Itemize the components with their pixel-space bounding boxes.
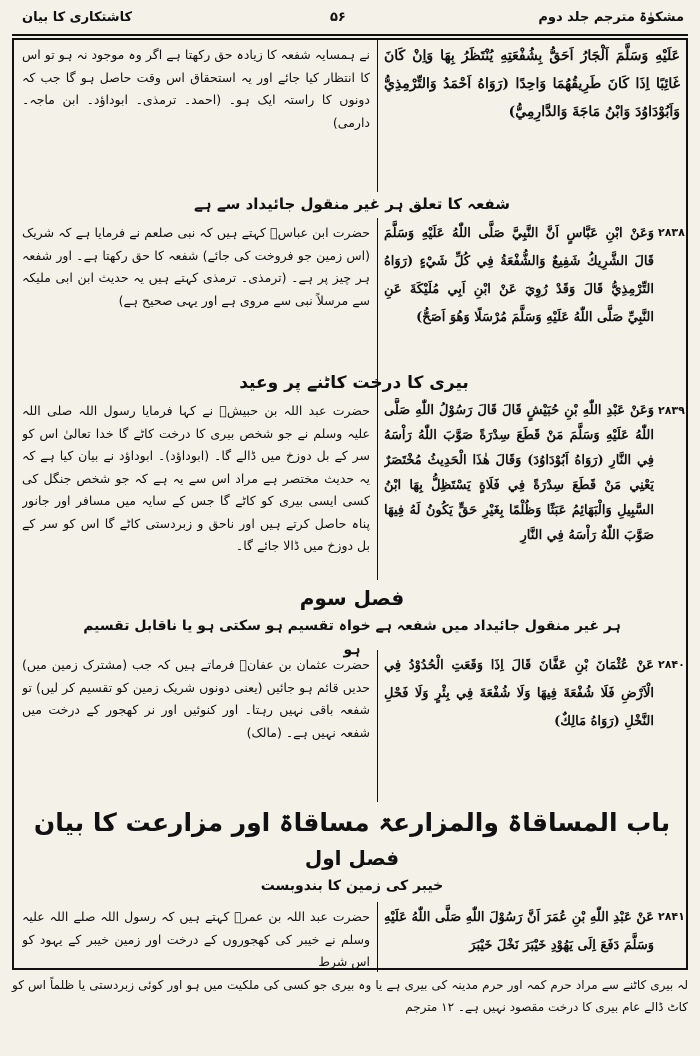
section-heading-khaibar: خیبر کی زمین کا بندوبست [260,878,444,894]
section-heading-fasl-sawm: ہر غیر منقول جائیداد میں شفعہ ہے خواہ تقسیم ہو سکتی ہو یا ناقابل تقسیم ہو [83,618,621,658]
running-header [12,6,688,36]
hadith-number: ۲۸۴۱ [658,910,685,923]
bab-title: باب المساقاۃ والمزارعۃ مساقاۃ اور مزارعت کا بیان [33,808,671,837]
hadith-2838-arabic: وَعَنْ ابْنِ عَبَّاسٍ اَنَّ النَّبِيَّ صَلَّى اللّٰهُ عَلَيْهِ وَسَلَّمَ قَالَ الشَّرِيكُ شَفِيعٌ وَالشُّفْعَةُ فِي كُلِّ شَيْءٍ (رَوَاهُ التِّرْمِذِيُّ قَالَ وَقَدْ رُوِيَ عَنْ ابْنِ اَبِي مُلَيْكَةَ عَنِ النَّبِيِّ صَلَّى اللّٰهُ عَلَيْهِ وَسَلَّمَ مُرْسَلًا وَهُوَ اَصَحُّ) [384,226,654,325]
book-title: مشکوٰۃ مترجم جلد دوم [538,10,684,25]
hadith-number: ۲۸۳۹ [658,404,685,417]
page-number: ۵۶ [330,10,346,25]
fasl-sawm-heading: فصل سوم [299,586,405,610]
column-divider [377,902,378,972]
hadith-number: ۲۸۳۸ [658,226,685,239]
hadith-2840-urdu: حضرت عثمان بن عفانؓ فرماتے ہیں کہ جب (مشترک زمین میں) حدیں قائم ہو جائیں (یعنی دونوں شریک زمین کو تقسیم کر لیں) تو شفعہ باقی نہیں رہتا۔ اور کنوئیں اور نر کھجور کے درخت میں شفعہ نہیں ہے۔ (مالک) [22,657,370,740]
chapter-title: کاشتکاری کا بیان [22,10,133,25]
page [12,6,688,1050]
hadith-number: ۲۸۴۰ [658,658,685,671]
section-heading-shufa: شفعہ کا تعلق ہر غیر منقول جائیداد سے ہے [194,195,510,213]
hadith-2841-arabic: عَنْ عَبْدِ اللّٰهِ بْنِ عُمَرَ اَنَّ رَسُوْلَ اللّٰهِ صَلَّى اللّٰهُ عَلَيْهِ وَسَلَّمَ دَفَعَ اِلَى يَهُوْدِ خَيْبَرَ نَخْلَ خَيْبَرَ [384,910,654,953]
hadith-2840-arabic: عَنْ عُثْمَانَ بْنِ عَفَّانَ قَالَ اِذَا وَقَعَتِ الْحُدُوْدُ فِي الْاَرْضِ فَلَا شُفْعَةَ فِيهَا وَلَا شُفْعَةَ فِي بِئْرٍ وَلَا فَحْلِ النَّخْلِ (رَوَاهُ مَالِكٌ) [384,658,654,729]
hadith-2837-urdu: نے ہمسایہ شفعہ کا زیادہ حق رکھتا ہے اگر وہ موجود نہ ہو تو اس کا انتظار کیا جائے اور یہ استحقاق اس وقت حاصل ہو گا جب کہ دونوں کا راستہ ایک ہو۔ (احمد۔ ترمذی۔ ابوداؤد۔ ابن ماجہ۔ دارمی) [22,47,370,130]
hadith-2837-arabic: عَلَيْهِ وَسَلَّمَ اَلْجَارُ اَحَقُّ بِشُفْعَتِهِ يُنْتَظَرُ بِهَا وَاِنْ كَانَ غَائِبًا اِذَا كَانَ طَرِيقُهُمَا وَاحِدًا (رَوَاهُ اَحْمَدُ وَالتِّرْمِذِيُّ وَاَبُوْدَاوُدَ وَابْنُ مَاجَةَ وَالدَّارِمِيُّ) [384,48,680,120]
column-divider [377,650,378,802]
section-heading-beri: بیری کا درخت کاٹنے پر وعید [239,373,469,393]
hadith-2838-urdu: حضرت ابن عباسؓ کہتے ہیں کہ نبی صلعم نے فرمایا ہے کہ شریک (اس زمین جو فروخت کی جائے) شفعہ کا حق رکھتا ہے۔ اور شفعہ ہر چیز پر ہے۔ (ترمذی۔ ترمذی کہتے ہیں یہ حدیث ابن ابی ملیکہ سے مرسلاً نبی سے مروی ہے اور یہی صحیح ہے) [22,225,370,308]
hadith-2839-urdu: حضرت عبد اللہ بن حبیشؓ نے کہا فرمایا رسول اللہ صلی اللہ علیہ وسلم نے جو شخص بیری کا درخت کاٹے گا خدا تعالیٰ اس کو سر کے بل دوزخ میں ڈالے گا۔ (ابوداؤد)۔ ابوداؤد نے بیان کیا ہے کہ یہ حدیث مختصر ہے مراد اس سے یہ ہے کہ جو شخص جنگل کی کسی ایسی بیری کو کاٹے گا جس کے سایہ میں مسافر اور جانور پناہ حاصل کرتے ہیں اور ناحق و زبردستی کاٹے گا اس کو سر کے بل دوزخ میں ڈالا جائے گا۔ [22,403,370,553]
column-divider [377,218,378,580]
hadith-2841-urdu: حضرت عبد اللہ بن عمرؓ کہتے ہیں کہ رسول اللہ صلے اللہ علیہ وسلم نے خیبر کی کھجوروں کے درخت اور زمین خیبر کے یہود کو اس شرط [22,909,370,968]
hadith-2839-arabic: وَعَنْ عَبْدِ اللّٰهِ بْنِ حُبَيْشٍ قَالَ قَالَ رَسُوْلُ اللّٰهِ صَلَّى اللّٰهُ عَلَيْهِ وَسَلَّمَ مَنْ قَطَعَ سِدْرَةً صَوَّبَ اللّٰهُ رَاْسَهُ فِي النَّارِ (رَوَاهُ اَبُوْدَاوُدَ) وَقَالَ هٰذَا الْحَدِيثُ مُخْتَصَرٌ يَعْنِي مَنْ قَطَعَ سِدْرَةً فِي فَلَاةٍ يَسْتَظِلُّ بِهَا ابْنُ السَّبِيلِ وَالْبَهَائِمُ عَبَثًا وَظُلْمًا بِغَيْرِ حَقٍّ يَكُونُ لَهُ فِيهَا صَوَّبَ اللّٰهُ رَاْسَهُ فِي النَّارِ [384,403,654,543]
content-frame [12,38,688,970]
footnote: لہ بیری کاٹنے سے مراد حرم کمہ اور حرم مدینہ کی بیری ہے یا وہ بیری جو کسی کی ملکیت میں ہو اور کوئی زبردستی یا ظلماً اس کو کاٹ ڈالے عام بیری کا درخت مقصود نہیں ہے۔ ۱۲ مترجم [12,978,688,1014]
fasl-awwal-heading: فصل اول [304,846,400,870]
column-divider [377,40,378,192]
